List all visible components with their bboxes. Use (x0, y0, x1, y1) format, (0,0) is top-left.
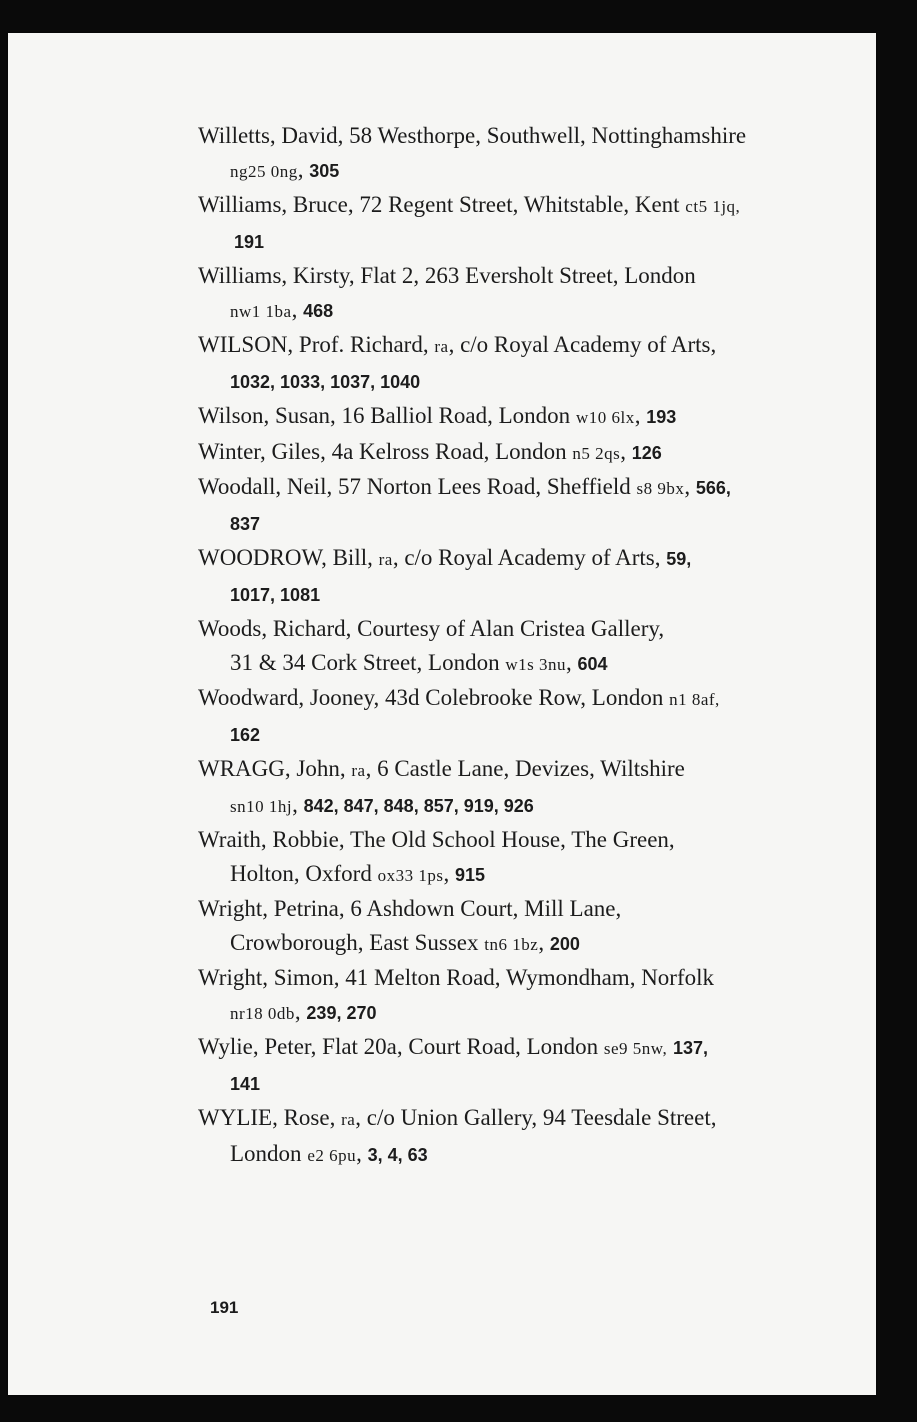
index-entry: WYLIE, Rose, ra, c/o Union Gallery, 94 Teesdale Street, London e2 6pu, 3, 4, 63 (198, 1105, 717, 1166)
index-entry: Willetts, David, 58 Westhorpe, Southwell, Nottinghamshire ng25 0ng, 305 (198, 123, 747, 182)
page-number: 191 (210, 1298, 239, 1317)
index-entry: Williams, Kirsty, Flat 2, 263 Eversholt Street, London nw1 1ba, 468 (198, 263, 696, 322)
index-entry: Woods, Richard, Courtesy of Alan Cristea Gallery, 31 & 34 Cork Street, London w1s 3nu, 604 (198, 616, 665, 675)
index-entry: Wright, Simon, 41 Melton Road, Wymondham, Norfolk nr18 0db, 239, 270 (198, 965, 715, 1024)
index-entry: Wraith, Robbie, The Old School House, The Green, Holton, Oxford ox33 1ps, 915 (198, 827, 675, 886)
index-entry: WILSON, Prof. Richard, ra, c/o Royal Academy of Arts, 1032, 1033, 1037, 1040 (198, 332, 717, 392)
index-entries (198, 119, 838, 1172)
index-entry: Wilson, Susan, 16 Balliol Road, London w10 6lx, 193 (198, 403, 677, 428)
index-entry: WRAGG, John, ra, 6 Castle Lane, Devizes, Wiltshire sn10 1hj, 842, 847, 848, 857, 919, 926 (198, 756, 685, 817)
index-entry: Woodall, Neil, 57 Norton Lees Road, Sheffield s8 9bx, 566, 837 (198, 474, 731, 534)
book-page (8, 33, 876, 1395)
index-entry: Wright, Petrina, 6 Ashdown Court, Mill Lane, Crowborough, East Sussex tn6 1bz, 200 (198, 896, 622, 955)
index-entry: Woodward, Jooney, 43d Colebrooke Row, London n1 8af, 162 (198, 685, 720, 745)
index-entry: Williams, Bruce, 72 Regent Street, Whitstable, Kent ct5 1jq, 191 (198, 192, 741, 252)
index-entry: WOODROW, Bill, ra, c/o Royal Academy of Arts, 59, 1017, 1081 (198, 545, 692, 605)
index-entry: Winter, Giles, 4a Kelross Road, London n5 2qs, 126 (198, 438, 662, 464)
index-entry: Wylie, Peter, Flat 20a, Court Road, London se9 5nw, 137, 141 (198, 1034, 709, 1094)
